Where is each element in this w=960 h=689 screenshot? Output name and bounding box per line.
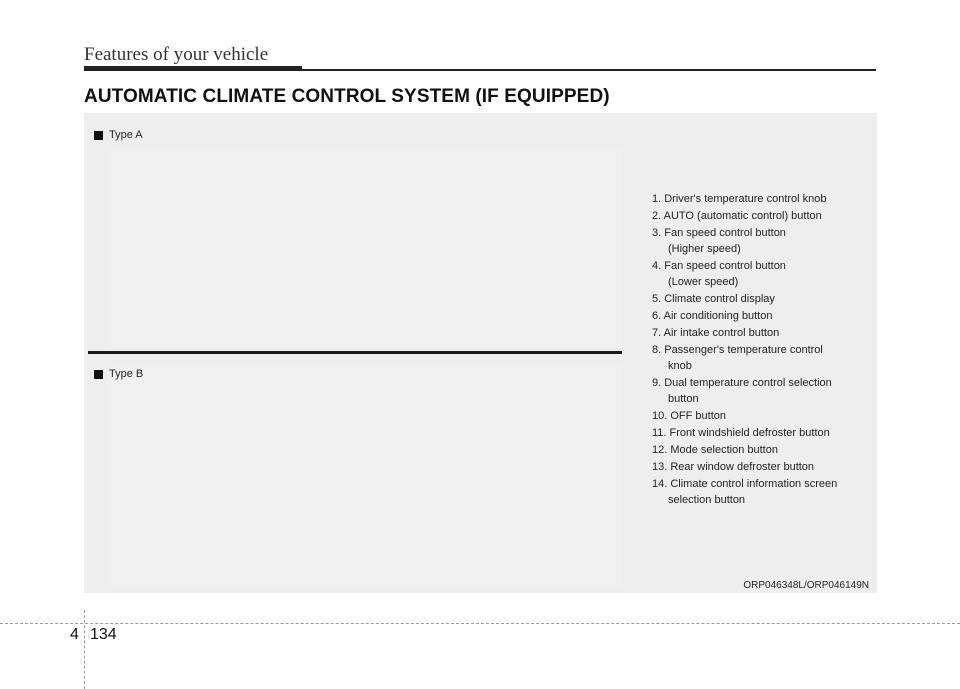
legend-item-text: 8. Passenger's temperature control [652, 344, 823, 356]
legend-item-continuation: button [668, 393, 699, 405]
page-number: 134 [90, 626, 117, 643]
header-rule-thin [302, 69, 876, 71]
legend-list [652, 191, 872, 509]
square-bullet-icon [94, 370, 103, 379]
legend-item [652, 258, 872, 290]
section-heading: AUTOMATIC CLIMATE CONTROL SYSTEM (IF EQUIPPED) [84, 86, 610, 107]
footer-rule [0, 623, 960, 624]
legend-item-text: 2. AUTO (automatic control) button [652, 210, 822, 222]
legend-item-text: 13. Rear window defroster button [652, 461, 815, 473]
legend-item-text: 14. Climate control information screen [652, 478, 838, 490]
legend-item-text: 9. Dual temperature control selection [652, 377, 832, 389]
type-b-label [94, 368, 143, 380]
square-bullet-icon [94, 131, 103, 140]
legend-item-text: 1. Driver's temperature control knob [652, 193, 827, 205]
type-a-text: Type A [109, 129, 143, 141]
figure-code: ORP046348L/ORP046149N [743, 580, 869, 591]
type-b-image [108, 365, 622, 587]
legend-item-continuation: knob [668, 360, 692, 372]
figure-panel [84, 113, 877, 593]
legend-item [652, 425, 872, 441]
legend-item [652, 375, 872, 407]
legend-item-text: 7. Air intake control button [652, 327, 780, 339]
legend-item-text: 6. Air conditioning button [652, 310, 773, 322]
type-a-label [94, 129, 143, 141]
legend-item [652, 325, 872, 341]
legend-item-text: 12. Mode selection button [652, 444, 778, 456]
figure-divider [88, 351, 622, 354]
legend-item-text: 5. Climate control display [652, 293, 775, 305]
legend-item [652, 459, 872, 475]
type-b-text: Type B [109, 368, 144, 380]
chapter-number: 4 [70, 626, 79, 643]
legend-item-continuation: (Higher speed) [668, 243, 741, 255]
legend-item-text: 3. Fan speed control button [652, 227, 786, 239]
type-a-image [108, 149, 622, 347]
legend-item [652, 291, 872, 307]
legend-item [652, 442, 872, 458]
legend-item-continuation: (Lower speed) [668, 276, 739, 288]
legend-item [652, 476, 872, 508]
page-header-title: Features of your vehicle [84, 44, 269, 65]
legend-item [652, 191, 872, 207]
header-rule-thick [84, 66, 302, 71]
legend-item [652, 308, 872, 324]
legend-item [652, 342, 872, 374]
legend-item-text: 10. OFF button [652, 410, 726, 422]
legend-item [652, 408, 872, 424]
legend-item-continuation: selection button [668, 494, 746, 506]
footer-vertical-rule [84, 610, 85, 689]
legend-item [652, 225, 872, 257]
legend-item [652, 208, 872, 224]
legend-item-text: 11. Front windshield defroster button [652, 427, 830, 439]
legend-item-text: 4. Fan speed control button [652, 260, 786, 272]
